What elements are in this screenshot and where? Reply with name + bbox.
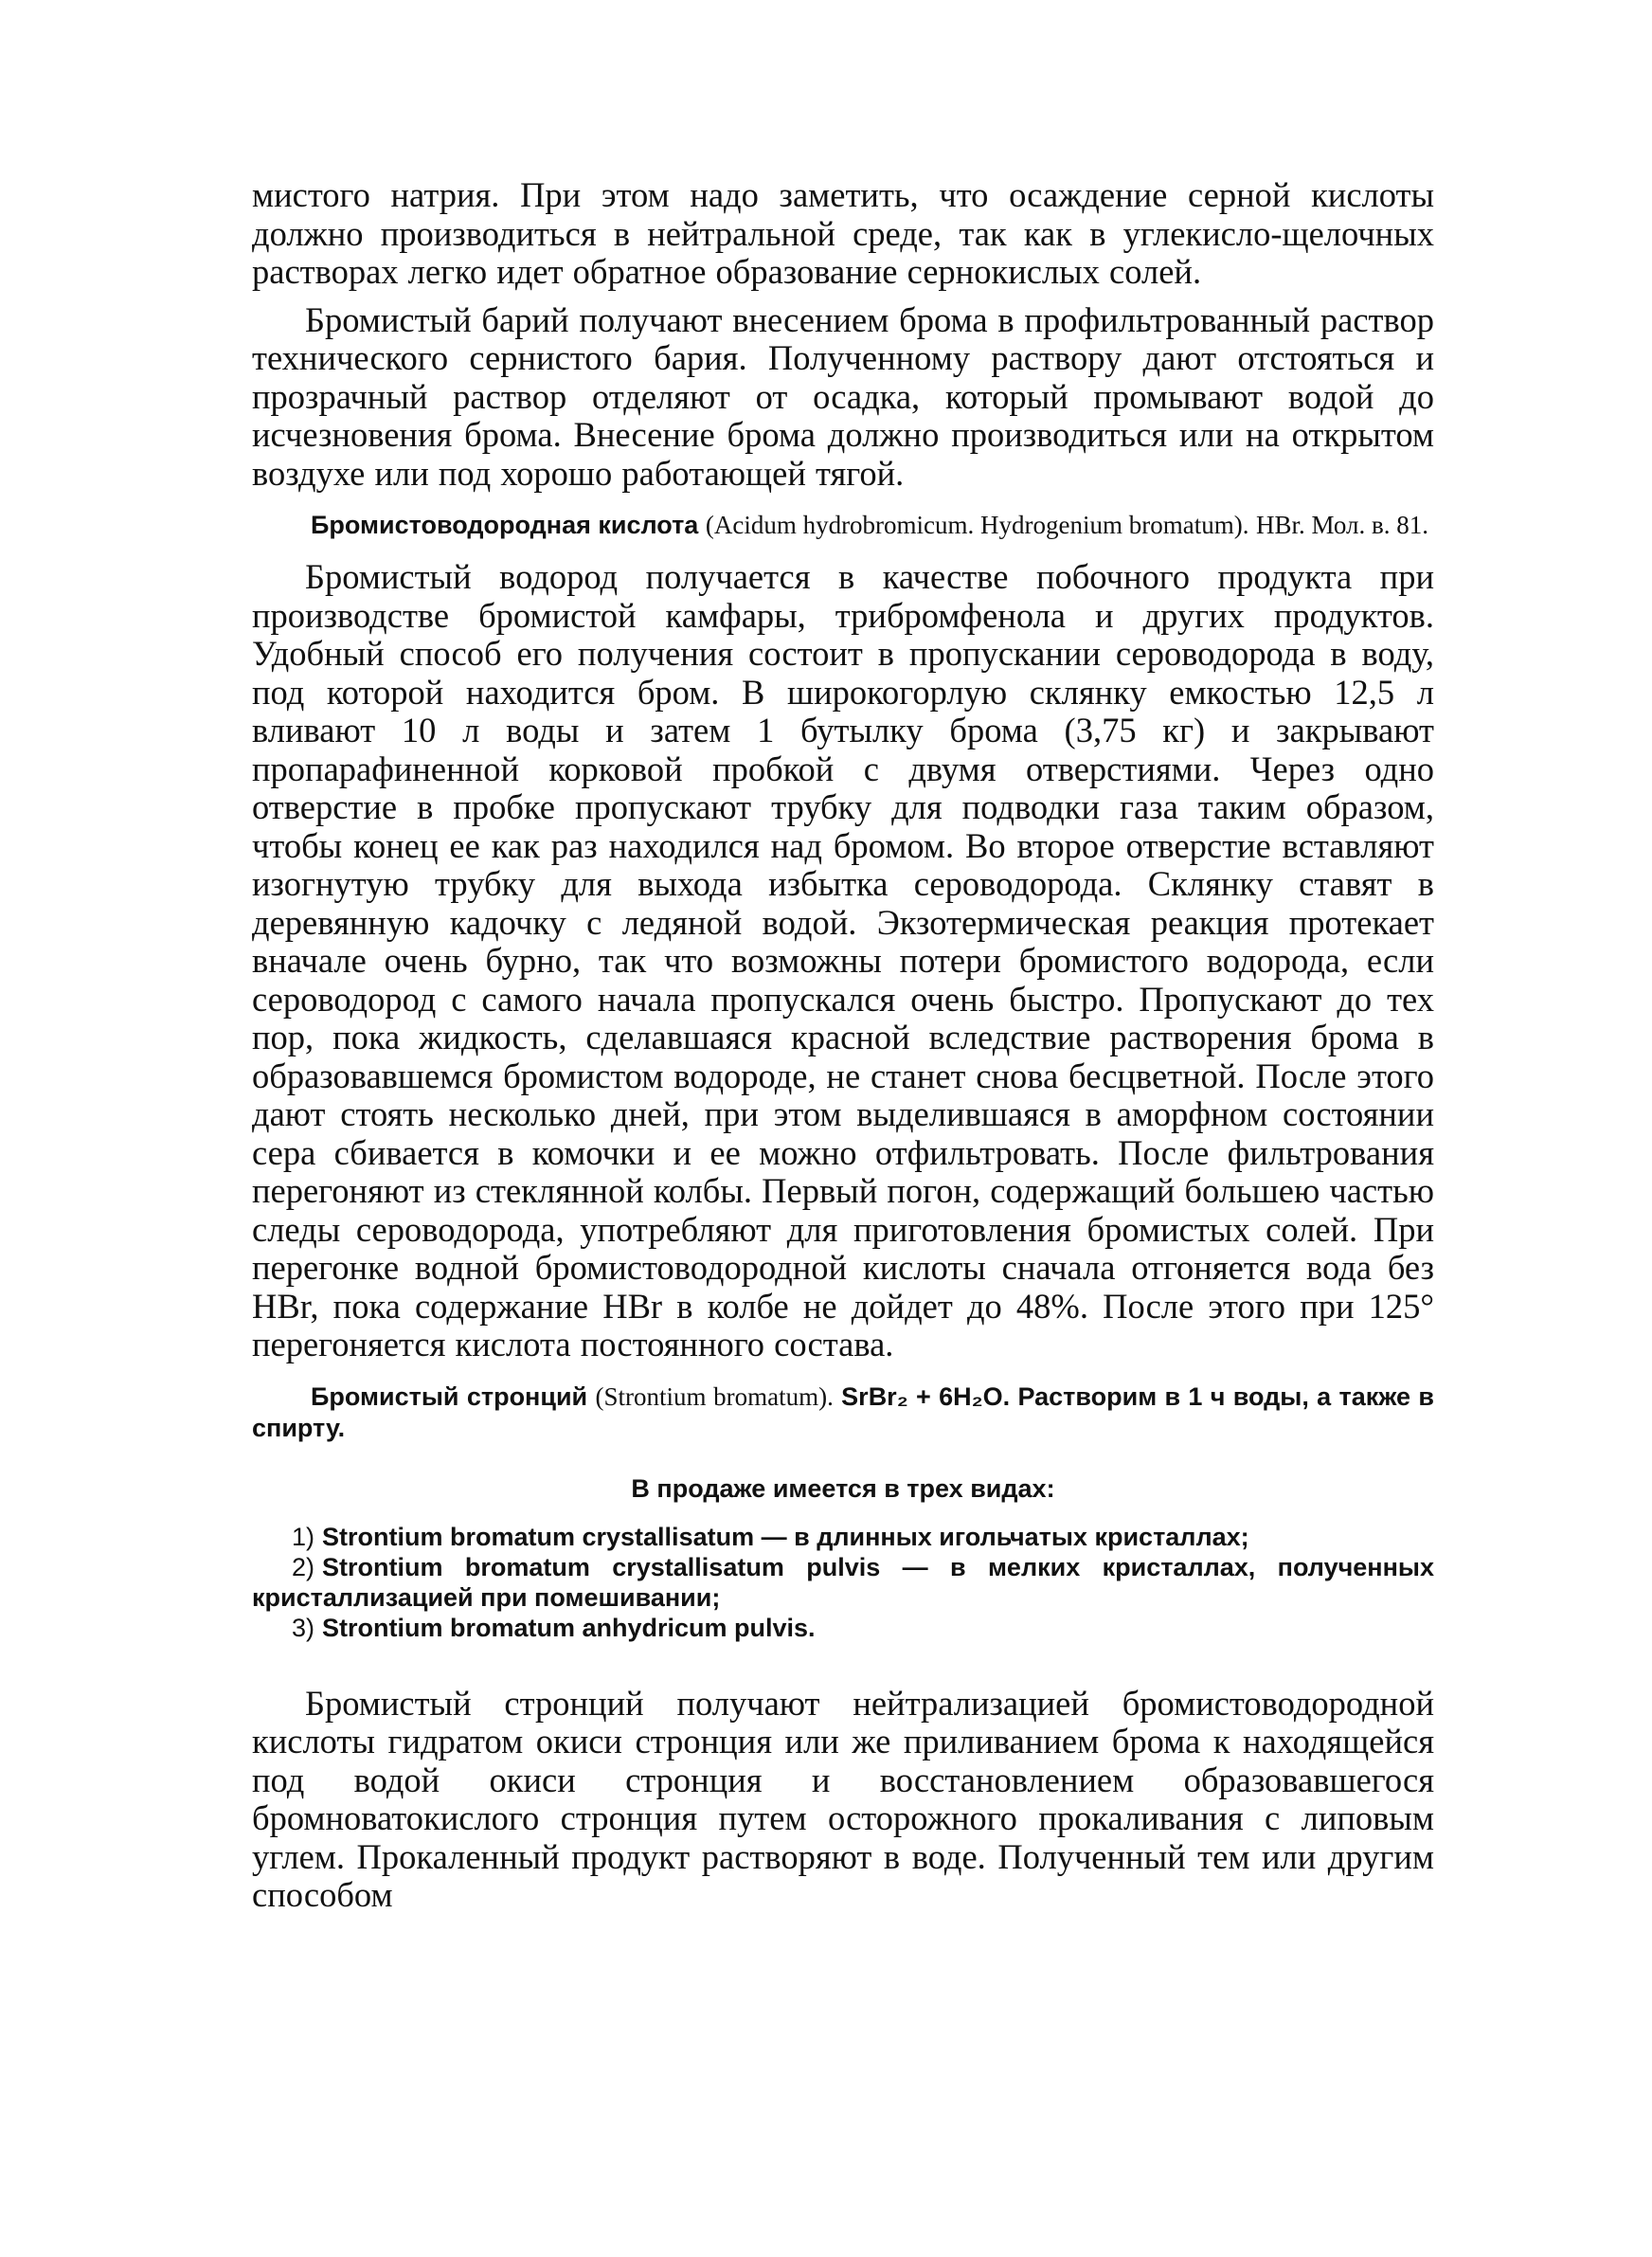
list-item-number: 3) bbox=[291, 1613, 314, 1642]
list-item-text: Strontium bromatum anhydricum pulvis. bbox=[322, 1613, 816, 1642]
hbr-heading bbox=[252, 510, 1434, 541]
sr-heading bbox=[252, 1381, 1434, 1444]
paragraph-strontium-bromide-text: Бромистый стронций получают нейтрализацией бромистоводородной кислоты гидратом окиси стронция или же приливанием брома к находящейся под водой окиси стронция и восстановлением образовавшегося бромноватокислого стронция путем осторожного прокаливания с липовым углем. Прокаленный продукт растворяют в воде. Полученный тем или другим способом bbox=[252, 1683, 1434, 1914]
list-item-text: Strontium bromatum crystallisatum — в длинных игольчатых кристаллах; bbox=[322, 1522, 1249, 1551]
paragraph-barium-bromide-text: Бромистый барий получают внесением брома в профильтрованный раствор технического сернистого бария. Полученному раствору дают отстояться и прозрачный раствор отделяют от осадка, который промывают водой до исчезновения брома. Внесение брома должно производиться или на открытом воздухе или под хорошо работающей тягой. bbox=[252, 299, 1434, 493]
paragraph-hydrogen-bromide-text: Бромистый водород получается в качестве побочного продукта при производстве бромистой камфары, трибромфенола и других продуктов. Удобный способ его получения состоит в пропускании сероводорода в воду, под которой находится бром. В широкогорлую склянку емкостью 12,5 л вливают 10 л воды и затем 1 бутылку брома (3,75 кг) и закрывают пропарафиненной корковой пробкой с двумя отверстиями. Через одно отверстие в пробке пропускают трубку для подводки газа таким образом, чтобы конец ее как раз находился над бромом. Во второе отверстие вставляют изогнутую трубку для выхода избытка сероводорода. Склянку ставят в деревянную кадочку с ледяной водой. Экзотермическая реакция протекает вначале очень бурно, так что возможны потери бромистого водорода, если сероводород с самого начала пропускался очень быстро. Пропускают до тех пор, пока жидкость, сделавшаяся красной вследствие растворения брома в образовавшемся бромистом водороде, не станет снова бесцветной. После этого дают стоять несколько дней, при этом выделившаяся в аморфном состоянии сера сбивается в комочки и ее можно отфильтровать. После фильтрования перегоняют из стеклянной колбы. Первый погон, содержащий большею частью следы сероводорода, употребляют для приготовления бромистых солей. При перегонке водной бромистоводородной кислоты сначала отгоняется вода без HBr, пока содержание HBr в колбе не дойдет до 48%. После этого при 125° перегоняется кислота постоянного состава. bbox=[252, 557, 1434, 1363]
sr-heading-formula: SrBr₂ + 6H₂O. Растворим в 1 ч воды, а также в спирту. bbox=[252, 1381, 1435, 1442]
list-item-number: 2) bbox=[291, 1552, 314, 1581]
sr-heading-latin: (Strontium bromatum). bbox=[595, 1381, 834, 1411]
sale-list bbox=[252, 1522, 1434, 1643]
sale-title: В продаже имеется в трех видах: bbox=[631, 1473, 1055, 1503]
list-item bbox=[252, 1522, 1434, 1552]
sr-heading-term: Бромистый стронций bbox=[311, 1381, 588, 1411]
list-item-number: 1) bbox=[291, 1522, 314, 1551]
document-page bbox=[252, 176, 1434, 1915]
list-item bbox=[252, 1552, 1434, 1613]
hbr-heading-latin: (Acidum hydrobromicum. Hydrogenium bromatum). bbox=[705, 511, 1249, 539]
hbr-heading-formula: HBr. Мол. в. 81. bbox=[1256, 511, 1428, 539]
list-item-text: Strontium bromatum crystallisatum pulvis — в мелких кристаллах, полученных кристаллизацией при помешивании; bbox=[252, 1552, 1434, 1612]
hbr-heading-term: Бромистоводородная кислота bbox=[311, 511, 699, 539]
list-item bbox=[252, 1613, 1434, 1643]
paragraph-strontium-bromide bbox=[252, 1685, 1434, 1915]
paragraph-hydrogen-bromide bbox=[252, 558, 1434, 1364]
paragraph-barium-bromide bbox=[252, 301, 1434, 494]
paragraph-continuation: мистого натрия. При этом надо заметить, что осаждение серной кислоты должно производиться в нейтральной среде, так как в углекисло-щелочных растворах легко идет обратное образование сернокислых солей. bbox=[252, 175, 1434, 291]
